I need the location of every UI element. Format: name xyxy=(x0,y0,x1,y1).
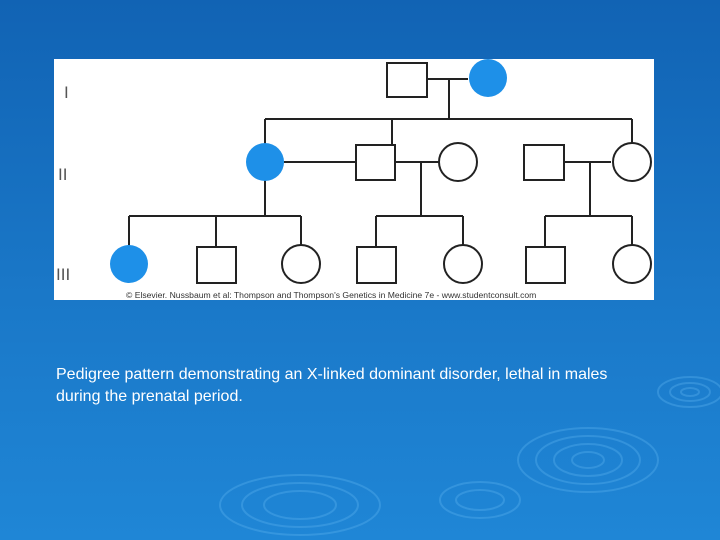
copyright-text: © Elsevier. Nussbaum et al: Thompson and Thompson's Genetics in Medicine 7e - www.studentconsult.com xyxy=(126,290,537,300)
individual-ii-2 xyxy=(356,145,395,180)
individual-iii-1 xyxy=(110,245,148,283)
individual-iii-4 xyxy=(357,247,396,283)
individual-i-2 xyxy=(469,59,507,97)
generation-label-iii: III xyxy=(56,265,71,284)
individual-ii-1 xyxy=(246,143,284,181)
individual-ii-5 xyxy=(613,143,651,181)
individual-ii-4 xyxy=(524,145,564,180)
individual-ii-3 xyxy=(439,143,477,181)
slide-caption: Pedigree pattern demonstrating an X-linked dominant disorder, lethal in males during the prenatal period. xyxy=(56,366,608,405)
generation-label-ii: II xyxy=(58,165,68,184)
individual-i-1 xyxy=(387,63,427,97)
individual-iii-7 xyxy=(613,245,651,283)
generation-label-i: I xyxy=(64,83,69,102)
individual-iii-6 xyxy=(526,247,565,283)
individual-iii-2 xyxy=(197,247,236,283)
individual-iii-5 xyxy=(444,245,482,283)
pedigree-chart xyxy=(54,59,654,300)
individual-iii-3 xyxy=(282,245,320,283)
pedigree-figure xyxy=(54,59,654,300)
